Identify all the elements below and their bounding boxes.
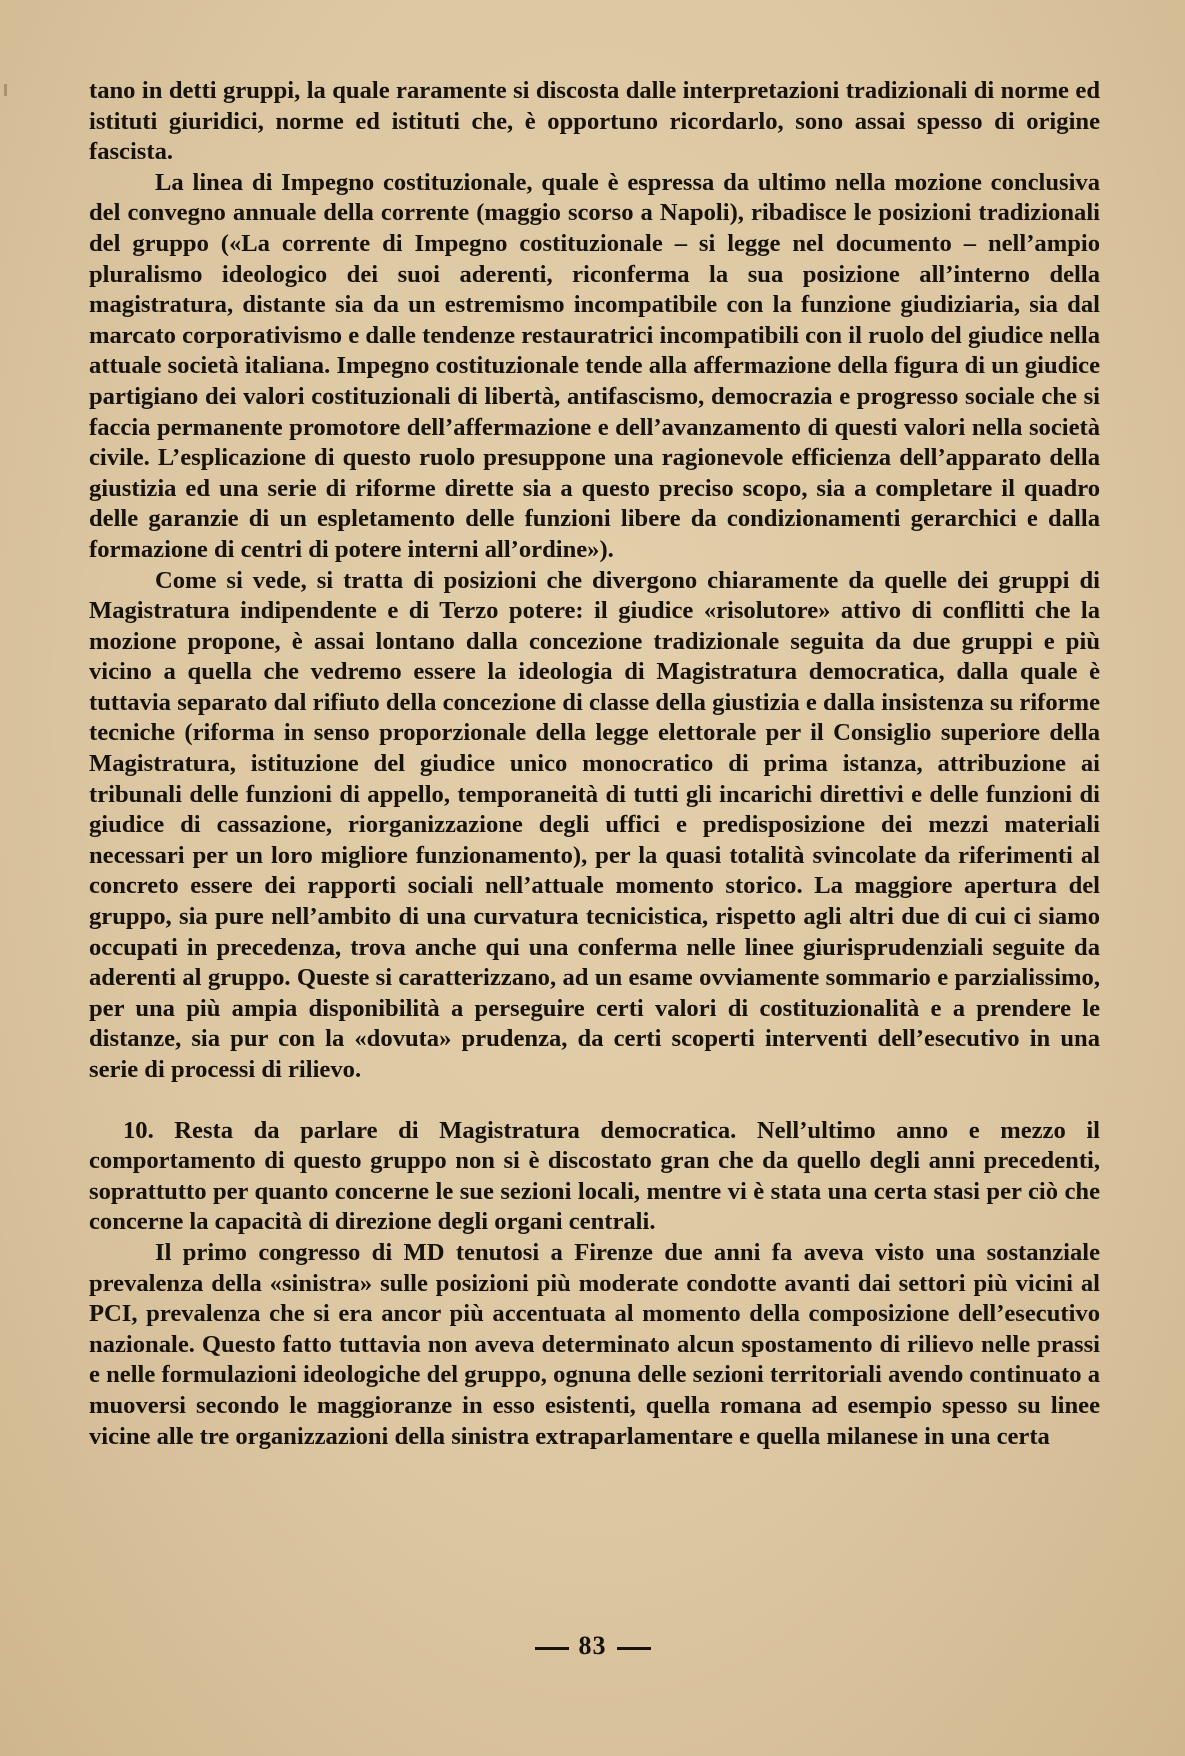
page-number: 83 (578, 1631, 607, 1660)
scan-edge-mark (4, 84, 7, 96)
paragraph-impegno-costituzionale: La linea di Impegno costituzionale, quale è espressa da ultimo nella mozione conclusiva del convegno annuale della corrente (maggio scorso a Napoli), ribadisce le posizioni tradizionali del gruppo («La corrente di Impegno costituzionale – si legge nel documento – nell’ampio pluralismo ideologico dei suoi aderenti, riconferma la sua posizione all’interno della magistratura, distante sia da un estremismo incompatibile con la funzione giudiziaria, sia dal marcato corporativismo e dalle tendenze restauratrici incompatibili con il ruolo del giudice nella attuale società italiana. Impegno costituzionale tende alla affermazione della figura di un giudice partigiano dei valori costituzionali di libertà, antifascismo, democrazia e progresso sociale che si faccia permanente promotore dell’affermazione e dell’avanzamento di questi valori nella società civile. L’esplicazione di questo ruolo presuppone una ragionevole efficienza dell’apparato della giustizia ed una serie di riforme dirette sia a questo preciso scopo, sia a completare il quadro delle garanzie di un espletamento delle funzioni libere da condizionamenti gerarchici e dalla formazione di centri di potere interni all’ordine»). (89, 168, 1100, 563)
right-dash (617, 1647, 651, 1650)
left-dash (535, 1647, 569, 1650)
paragraph-comparison: Come si vede, si tratta di posizioni che divergono chiaramente da quelle dei gruppi di Magistratura indipendente e di Terzo potere: il giudice «risolutore» attivo di conflitti che la mozione propone, è assai lontano dalla concezione tradizionale seguita da due gruppi e più vicino a quella che vedremo essere la ideologia di Magistratura democratica, dalla quale è tuttavia separato dal rifiuto della concezione di classe della giustizia e dalla insistenza su riforme tecniche (riforma in senso proporzionale della legge elettorale per il Consiglio superiore della Magistratura, istituzione del giudice unico monocratico di prima istanza, attribuzione ai tribunali delle funzioni di appello, temporaneità di tutti gli incarichi direttivi e delle funzioni di giudice di cassazione, riorganizzazione degli uffici e predisposizione dei mezzi materiali necessari per un loro migliore funzionamento), per la quasi totalità svincolate da riferimenti al concreto essere dei rapporti sociali nell’attuale momento storico. La maggiore apertura del gruppo, sia pure nell’ambito di una curvatura tecnicistica, rispetto agli altri due di cui ci siamo occupati in precedenza, trova anche qui una conferma nelle linee giurisprudenziali seguite da aderenti al gruppo. Queste si caratterizzano, ad un esame ovviamente sommario e parzialissimo, per una più ampia disponibilità a perseguire certi valori di costituzionalità e a prendere le distanze, sia pur con la «dovuta» prudenza, da certi scoperti interventi dell’esecutivo in una serie di processi di rilievo. (89, 566, 1100, 1083)
page-number-footer (0, 1631, 1185, 1661)
paragraph-md-congress: Il primo congresso di MD tenutosi a Firenze due anni fa aveva visto una sostanziale prevalenza della «sinistra» sulle posizioni più moderate condotte avanti dai settori più vicini al PCI, prevalenza che si era ancor più accentuata al momento della composizione dell’esecutivo nazionale. Questo fatto tuttavia non aveva determinato alcun spostamento di rilievo nelle prassi e nelle formulazioni ideologiche del gruppo, ognuna delle sezioni territoriali avendo continuato a muoversi secondo le maggioranze in esso esistenti, quella romana ad esempio spesso su linee vicine alle tre organizzazioni della sinistra extraparlamentare e quella milanese in una certa (89, 1238, 1100, 1450)
body-text (89, 76, 1100, 1452)
section-10-paragraph: 10. Resta da parlare di Magistratura democratica. Nell’ultimo anno e mezzo il comportamento di questo gruppo non si è discostato gran che da quello degli anni precedenti, soprattutto per quanto concerne le sue sezioni locali, mentre vi è stata una certa stasi per ciò che concerne la capacità di direzione degli organi centrali. (89, 1116, 1100, 1236)
paragraph-continuation: tano in detti gruppi, la quale raramente si discosta dalle interpretazioni tradizionali di norme ed istituti giuridici, norme ed istituti che, è opportuno ricordarlo, sono assai spesso di origine fascista. (89, 77, 1100, 166)
